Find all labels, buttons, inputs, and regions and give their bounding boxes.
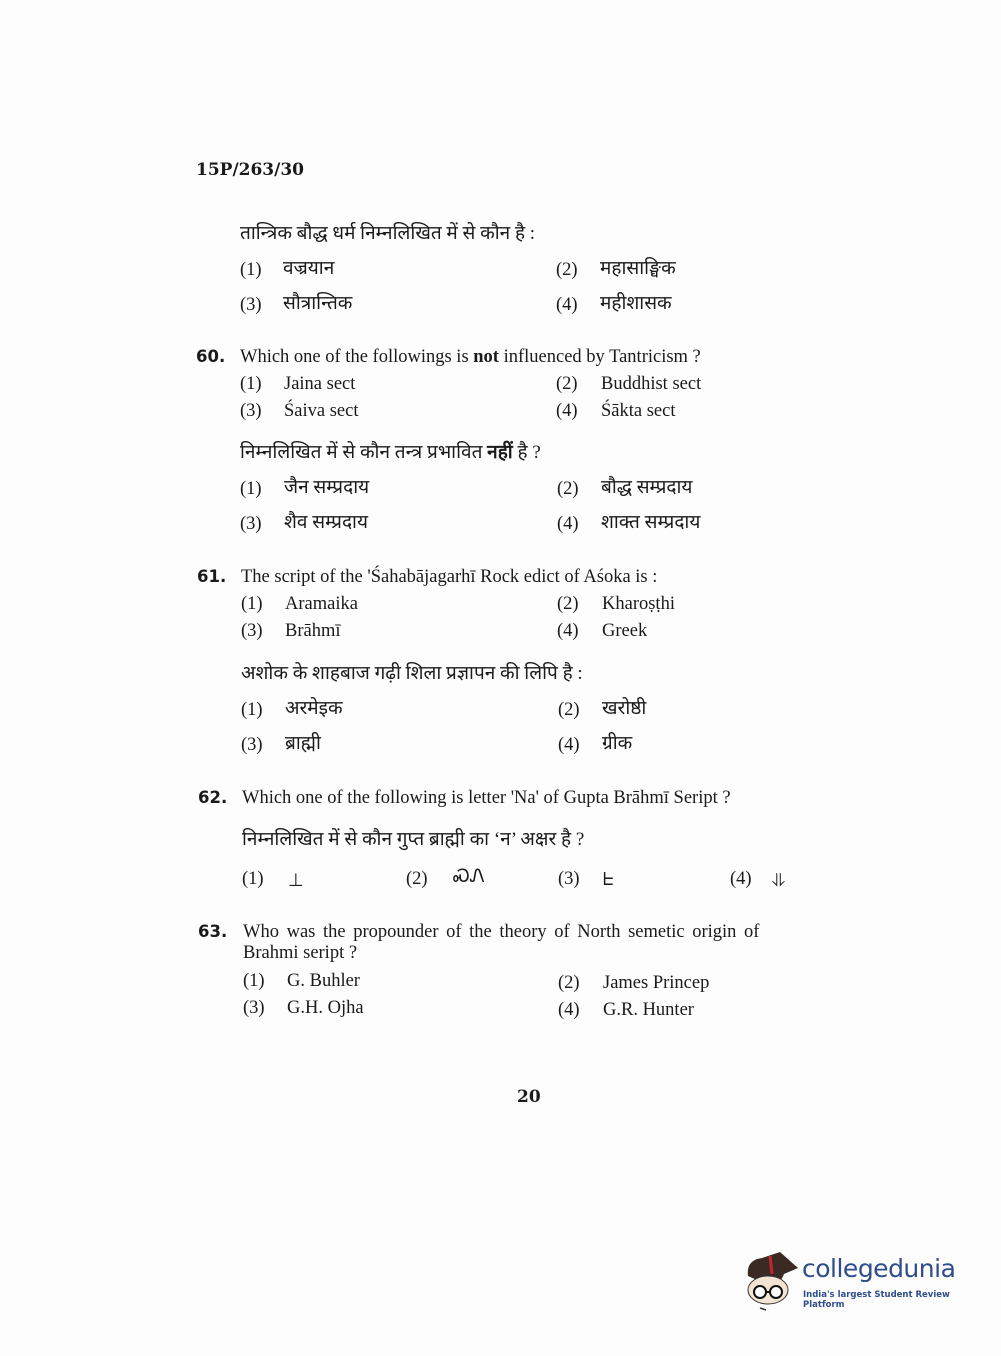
brand-tagline: India's largest Student Review Platform xyxy=(803,1290,950,1310)
option-label: (3) xyxy=(243,998,265,1018)
brahmi-glyph: ⥥ xyxy=(772,870,786,891)
question-number: 61. xyxy=(197,567,227,586)
option-label: (2) xyxy=(406,869,428,889)
paper-code: 15P/263/30 xyxy=(196,160,305,180)
question-hindi-text xyxy=(240,442,541,464)
option-label: (4) xyxy=(556,401,578,421)
option-label: (1) xyxy=(241,594,263,614)
option-text: शाक्त सम्प्रदाय xyxy=(601,512,701,533)
question-text: Which one of the following is letter 'Na' of Gupta Brāhmī Seript ? xyxy=(242,788,731,808)
option-label: (2) xyxy=(558,700,580,720)
option-text: G. Buhler xyxy=(287,971,360,991)
option-label: (1) xyxy=(243,971,265,991)
option-label: (1) xyxy=(240,374,262,394)
option-label: (2) xyxy=(556,374,578,394)
option-label: (3) xyxy=(241,621,263,641)
option-text: खरोष्ठी xyxy=(602,698,647,719)
q59-hindi-text: तान्त्रिक बौद्ध धर्म निम्नलिखित में से कौन है : xyxy=(240,223,536,244)
option-label: (3) xyxy=(241,735,263,755)
question-hindi-text: निम्नलिखित में से कौन गुप्त ब्राह्मी का ‘न’ अक्षर है ? xyxy=(242,829,585,850)
collegedunia-logo xyxy=(740,1248,970,1312)
option-text: अरमेइक xyxy=(285,698,343,719)
option-label: (1) xyxy=(240,260,262,280)
option-text: Jaina sect xyxy=(284,374,356,394)
question-text: Who was the propounder of the theory of North semetic origin of xyxy=(243,922,760,942)
text-part: Which one of the followings is xyxy=(240,347,474,367)
option-label: (2) xyxy=(557,479,579,499)
question-number: 62. xyxy=(198,788,228,807)
text-part: निम्नलिखित में से कौन तन्त्र प्रभावित xyxy=(240,442,488,463)
option-text: जैन सम्प्रदाय xyxy=(284,477,370,498)
brand-name: collegedunia xyxy=(802,1254,956,1283)
option-label: (3) xyxy=(240,295,262,315)
emphasis: नहीं xyxy=(487,442,513,463)
page-number: 20 xyxy=(517,1087,541,1107)
option-text: G.H. Ojha xyxy=(287,998,364,1018)
brahmi-glyph: ᖶ xyxy=(603,869,614,890)
brahmi-glyph: ᏍᏁ xyxy=(453,866,485,887)
option-label: (4) xyxy=(557,514,579,534)
option-text: Buddhist sect xyxy=(601,374,702,394)
option-text: बौद्ध सम्प्रदाय xyxy=(601,477,693,498)
question-hindi-text: अशोक के शाहबाज गढ़ी शिला प्रज्ञापन की लिपि है : xyxy=(241,663,583,684)
option-text: James Princep xyxy=(603,973,710,993)
option-label: (1) xyxy=(242,869,264,889)
text-part: influenced by Tantricism ? xyxy=(498,347,701,367)
option-text: Śākta sect xyxy=(601,401,676,421)
option-label: (4) xyxy=(558,1000,580,1020)
option-text: Kharoṣṭhi xyxy=(602,594,675,614)
option-label: (3) xyxy=(558,869,580,889)
option-label: (1) xyxy=(240,479,262,499)
option-text: शैव सम्प्रदाय xyxy=(284,512,368,533)
option-text: ब्राह्मी xyxy=(285,733,321,754)
option-label: (4) xyxy=(558,735,580,755)
mascot-icon xyxy=(740,1248,802,1312)
option-text: सौत्रान्तिक xyxy=(283,293,353,314)
option-text: ग्रीक xyxy=(602,733,633,754)
option-label: (4) xyxy=(730,869,752,889)
option-label: (2) xyxy=(557,594,579,614)
option-label: (2) xyxy=(556,260,578,280)
question-text: The script of the 'Śahabājagarhī Rock edict of Aśoka is : xyxy=(241,567,658,587)
brahmi-glyph: ⊥ xyxy=(288,870,304,891)
option-label: (3) xyxy=(240,514,262,534)
option-text: G.R. Hunter xyxy=(603,1000,694,1020)
text-part: है ? xyxy=(512,442,541,463)
option-text: महासाङ्घिक xyxy=(600,258,676,279)
question-number: 60. xyxy=(196,347,226,366)
option-label: (4) xyxy=(557,621,579,641)
option-text: Brāhmī xyxy=(285,621,341,641)
question-text-continued: Brahmi seript ? xyxy=(243,943,358,963)
option-label: (2) xyxy=(558,973,580,993)
emphasis: not xyxy=(473,347,499,367)
option-text: Śaiva sect xyxy=(284,401,359,421)
option-text: वज्रयान xyxy=(283,258,335,279)
option-label: (4) xyxy=(556,295,578,315)
option-text: Greek xyxy=(602,621,648,641)
option-label: (1) xyxy=(241,700,263,720)
option-text: Aramaika xyxy=(285,594,358,614)
option-label: (3) xyxy=(240,401,262,421)
option-text: महीशासक xyxy=(600,293,672,314)
question-text xyxy=(240,346,701,368)
question-number: 63. xyxy=(198,922,228,941)
